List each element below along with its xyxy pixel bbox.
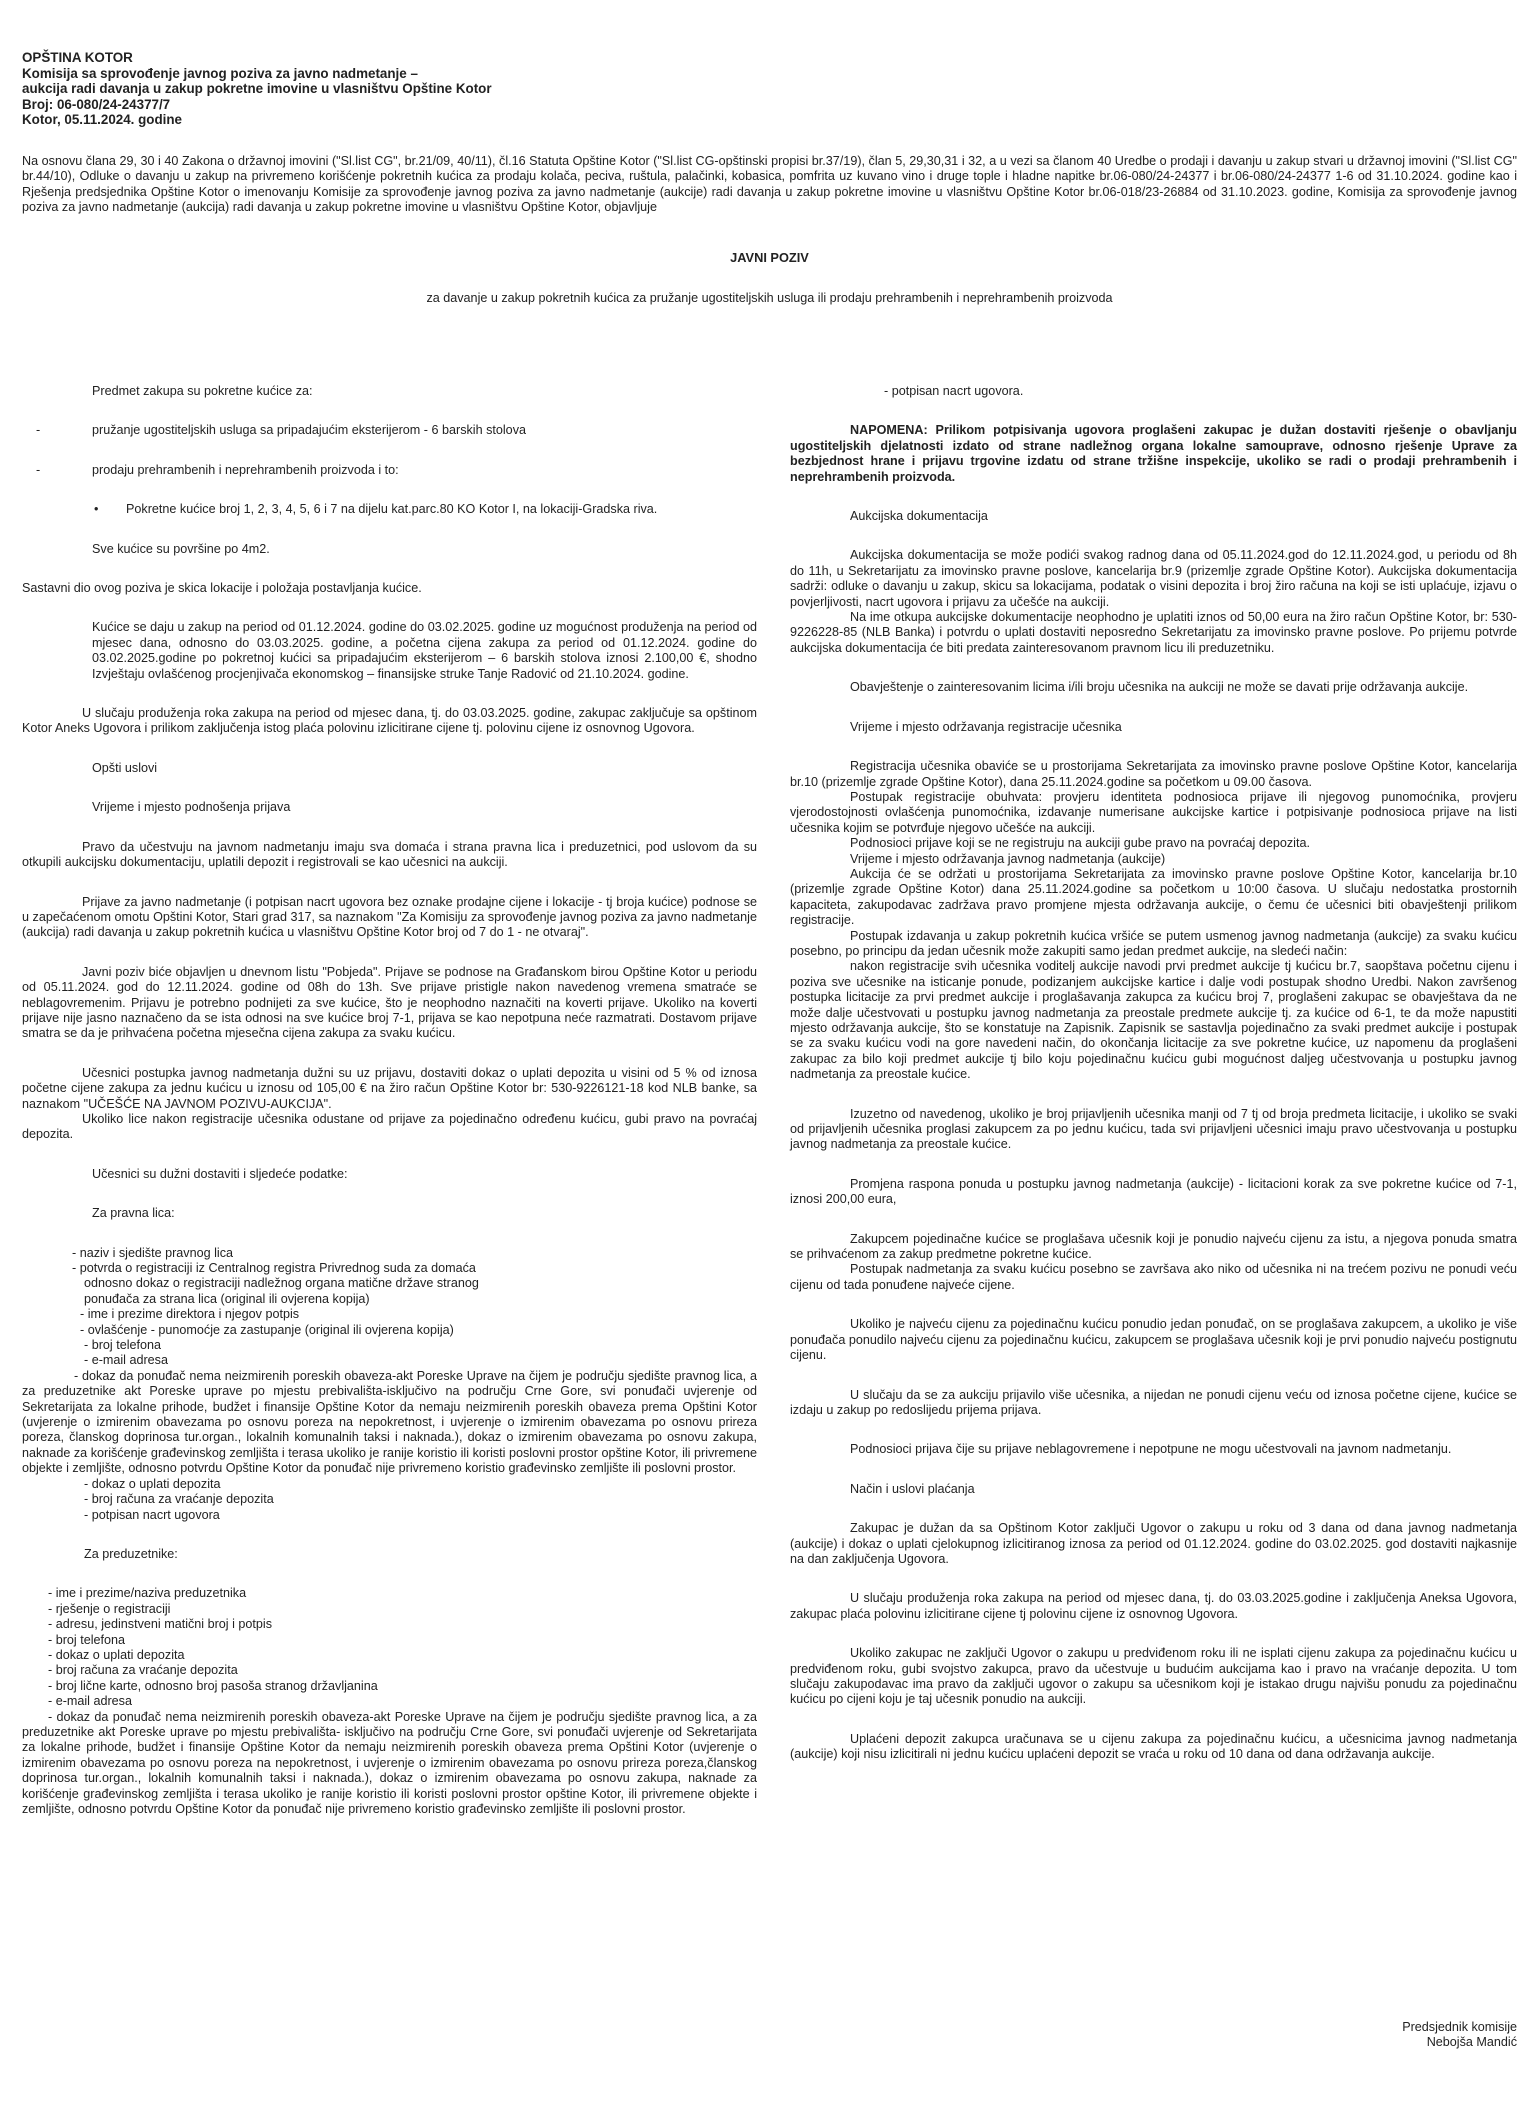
list-item-text: pružanje ugostiteljskih usluga sa pripadajućim eksterijerom - 6 barskih stolova — [92, 423, 526, 438]
document-page — [22, 50, 1517, 2050]
document-subtitle: za davanje u zakup pokretnih kućica za pružanje ugostiteljskih usluga ili prodaju prehrambenih i neprehrambenih proizvoda — [426, 291, 1113, 305]
paragraph: - dokaz da ponuđač nema neizmirenih poreskih obaveza-akt Poreske Uprave na čijem je području sjedište pravnog lica, a za preduzetnike akt Poreske uprave po mjestu prebivališta-isključivo na području Crne Gore, svi ponuđači uvjerenje od Sekretarijata za lokalne prihode, budžet i finansije Opštine Kotor da nemaju neizmirenih poreskih obaveza prema Opštini Kotor (uvjerenje o izmirenim obavezama po osnovu poreza na nepokretnost, i uvjerenje o izmirenim obavezama po osnovu prireza poreza, članskog doprinosa tur.organ., lokalnih komunalnih taksi i naknada.), dokaz o izmirenim obavezama po osnovu zakupa, naknade za korišćenje građevinskog zemljišta i terasa ukoliko je ranije koristio ili koristi poslovni prostor opštine Kotor, ili privremene objekte i zemljište, odnosno potvrdu Opštine Kotor da ponuđač nije privremeno koristio građevinsko zemljište ili poslovni prostor. — [22, 1368, 757, 1476]
section-heading: Način i uslovi plaćanja — [850, 1481, 975, 1496]
document-title: JAVNI POZIV — [730, 249, 809, 265]
paragraph: Registracija učesnika obaviće se u prostorijama Sekretarijata za imovinsko pravne poslove Opštine Kotor, kancelarija br.10 (prizemlje zgrade Opštine Kotor), dana 25.11.2024.godine sa početkom u 09.00 časova. — [790, 759, 1517, 789]
section-heading: Aukcijska dokumentacija — [850, 509, 988, 524]
paragraph: Prijave za javno nadmetanje (i potpisan nacrt ugovora bez oznake prodajne cijene i lokacije - tj broja kućice) podnose se u zapečaćenom omotu Opštini Kotor, Stari grad 317, sa naznakom "Za Komisiju za sprovođenje javnog poziva za javno nadmetanje (aukcija) radi davanja u zakup pokretnih kućica u vlasništvu Opštine Kotor broj od 7 do 1 - ne otvaraj". — [22, 894, 757, 940]
bullet-mark: • — [94, 502, 99, 517]
paragraph: Aukcijska dokumentacija se može podići svakog radnog dana od 05.11.2024.god do 12.11.2024.god, u periodu od 8h do 11h, u Sekretarijatu za imovinsko pravne poslove, kancelarija br.9 (prizemlje zgrade Opštine Kotor). Aukcijska dokumentacija sadrži: odluke o davanju u zakup, skicu sa lokacijama, podatak o visini depozita i broj žiro računa na koji se isti uplaćuje, izjavu o povjerljivosti, nacrt ugovora i prijavu za učešće na aukciji. — [790, 548, 1517, 609]
municipality-name: OPŠTINA KOTOR — [22, 50, 133, 65]
paragraph: - potpisan nacrt ugovora. — [884, 384, 1024, 398]
paragraph: Pravo da učestvuju na javnom nadmetanju imaju sva domaća i strana pravna lica i preduzetnici, pod uslovom da su otkupili aukcijsku dokumentaciju, uplatili depozit i registrovali se kao učesnici na aukciji. — [22, 839, 757, 870]
intro-paragraph: Na osnovu člana 29, 30 i 40 Zakona o državnoj imovini ("Sl.list CG", br.21/09, 40/11), čl.16 Statuta Opštine Kotor ("Sl.list CG-opštinski propisi br.37/19), član 5, 29,30,31 i 32, a u vezi sa članom 40 Uredbe o prodaji i davanju u zakup stvari u državnoj imovini ("Sl.list CG" br.44/10), Odluke o davanju u zakup na privremeno korišćenje pokretnih kućica za prodaju kolača, peciva, ruštula, palačinki, kobasica, pomfrita uz kuvano vino i druge tople i hladne napitke br.06-080/24-24377 i br.06-080/24-24377 1-6 od 31.10.2024. godine kao i Rješenja predsjednika Opštine Kotor o imenovanju Komisije za sprovođenje javnog poziva za javno nadmetanje (aukcije) radi davanja u zakup pokretne imovine u vlasništvu Opštine Kotor br.06-018/23-26884 od 31.10.2023. godine, Komisija za sprovođenje javnog poziva za javno nadmetanje (aukcija) radi davanja u zakup pokretne imovine u vlasništvu Opštine Kotor, objavljuje — [22, 153, 1517, 215]
paragraph: U slučaju produženja roka zakupa na period od mjesec dana, tj. do 03.03.2025. godine, zakupac zaključuje sa opštinom Kotor Aneks Ugovora i prilikom zaključenja istog plaća polovinu izlicitirane cijene tj. polovinu cijene iz osnovnog Ugovora. — [22, 706, 757, 736]
list-item-text: prodaju prehrambenih i neprehrambenih proizvoda i to: — [92, 462, 399, 477]
bullet-item-text: Pokretne kućice broj 1, 2, 3, 4, 5, 6 i 7 na dijelu kat.parc.80 KO Kotor I, na lokaciji-Gradska riva. — [126, 502, 658, 517]
paragraph: Postupak nadmetanja za svaku kućicu posebno se završava ako niko od učesnika ni na trećem pozivu ne ponudi veću cijenu od tada ponuđene najveće cijene. — [790, 1262, 1517, 1292]
signatory-name: Nebojša Mandić — [1426, 2035, 1517, 2050]
list-item — [22, 463, 757, 478]
commission-name-line2: aukcija radi davanja u zakup pokretne imovine u vlasništvu Opštine Kotor — [22, 81, 492, 97]
list-item: - potpisan nacrt ugovora — [84, 1507, 220, 1522]
list-item: - rješenje o registraciji — [48, 1601, 171, 1616]
paragraph: Kućice se daju u zakup na period od 01.12.2024. godine do 03.02.2025. godine uz mogućnost produženja na period od mjesec dana, odnosno do 03.03.2025. godine, a početna cijena zakupa za period od 01.12.2024. godine do 03.02.2025.godine po pokretnoj kućici sa pripadajućim eksterijerom – 6 barskih stolova iznosi 2.100,00 €, shodno Izvještaju ovlašćenog procjenjivača ekonomskog – finansijske struke Tanje Radović od 21.10.2024. godine. — [92, 620, 757, 681]
list-item: - e-mail adresa — [84, 1353, 168, 1368]
paragraph: U slučaju da se za aukciju prijavilo više učesnika, a nijedan ne ponudi cijenu veću od iznosa početne cijene, kućice se izdaju u zakup po redoslijedu prijema prijava. — [790, 1387, 1517, 1417]
list-item: odnosno dokaz o registraciji nadležnog organa matične države stranog — [84, 1276, 479, 1291]
legal-entity-list — [22, 1246, 757, 1369]
list-item: - dokaz o uplati depozita — [84, 1476, 221, 1491]
legal-entity-list-end — [22, 1477, 757, 1523]
document-date: Kotor, 05.11.2024. godine — [22, 112, 183, 128]
paragraph: Podnosioci prijave koji se ne registruju na aukciji gube pravo na povraćaj depozita. — [850, 836, 1310, 851]
list-item: - broj telefona — [48, 1632, 126, 1647]
list-item: - ovlašćenje - punomoćje za zastupanje (original ili ovjerena kopija) — [80, 1322, 454, 1337]
entrepreneur-list — [22, 1586, 757, 1709]
paragraph: Zakupac je dužan da sa Opštinom Kotor zaključi Ugovor o zakupu u roku od 3 dana od dana javnog nadmetanja (aukcije) i dokaz o uplati cjelokupnog izlicitiranog iznosa za period od 01.12.2024. godine do 03.02.2025. god dostaviti najkasnije na dan zaključenja Ugovora. — [790, 1521, 1517, 1566]
list-item: - potvrda o registraciji iz Centralnog registra Privrednog suda za domaća — [72, 1261, 476, 1275]
paragraph: Aukcija će se održati u prostorijama Sekretarijata za imovinsko pravne poslove Opštine Kotor, kancelarija br.10 (prizemlje zgrade Opštine Kotor) dana 25.11.2024.godine sa početkom u 10:00 časova. U slučaju nedostatka prostornih kapaciteta, zakupodavac zadržava pravo promjene mjesta održavanja aukcije, o čemu će učesnici biti obavještenji prilikom registracije. — [790, 866, 1517, 928]
left-column — [22, 384, 757, 1817]
dash-mark: - — [36, 462, 41, 477]
paragraph: Obavještenje o zainteresovanim licima i/ili broju učesnika na aukciji ne može se davati prije održavanja aukcije. — [850, 680, 1469, 695]
list-item: - adresu, jedinstveni matični broj i potpis — [48, 1617, 272, 1632]
section-heading: Opšti uslovi — [92, 760, 158, 775]
paragraph: Učesnici postupka javnog nadmetanja dužni su uz prijavu, dostaviti dokaz o uplati depozita u visini od 5 % od iznosa početne cijene zakupa za jednu kućicu u iznosu od 105,00 € na žiro račun Opštine Kotor br: 530-9226121-18 kod NLB banke, sa naznakom "UČEŠĆE NA JAVNOM POZIVU-AUKCIJA". — [22, 1065, 757, 1111]
paragraph: Izuzetno od navedenog, ukoliko je broj prijavljenih učesnika manji od 7 tj od broja predmeta licitacije, i ukoliko se svaki od prijavljenih učesnika proglasi zakupcem za po jednu kućicu, tada svi prijavljeni učesnici imaju pravo učestvovanja u postupku javnog nadmetanja za preostale kućice. — [790, 1106, 1517, 1152]
dash-mark: - — [36, 423, 41, 438]
list-item: - broj računa za vraćanje depozita — [84, 1492, 274, 1507]
paragraph: Na ime otkupa aukcijske dokumentacije neophodno je uplatiti iznos od 50,00 eura na žiro račun Opštine Kotor, br: 530-9226228-85 (NLB Banka) i potvrdu o uplati dostaviti neposredno Sekretarijatu za imovinsko pravne poslove. Po prijemu potvrde aukcijska dokumentacija će biti predata zainteresovanom pravnom licu ili preduzetniku. — [790, 610, 1517, 655]
paragraph: Zakupcem pojedinačne kućice se proglašava učesnik koji je ponudio najveću cijenu za istu, a njegova ponuda smatra se prihvaćenom za zakup predmetne pokretne kućice. — [790, 1231, 1517, 1262]
subject-intro: Predmet zakupa su pokretne kućice za: — [92, 384, 313, 398]
paragraph: Podnosioci prijava čije su prijave neblagovremene i nepotpune ne mogu učestvovali na javnom nadmetanju. — [850, 1442, 1452, 1457]
paragraph: Ukoliko je najveću cijenu za pojedinačnu kućicu ponudio jedan ponuđač, on se proglašava zakupcem, a ukoliko je više ponuđača ponudilo najveću cijenu za pojedinačnu kućicu, zakupcem se proglašava učesnik koji je prvi ponudio najveću postignutu cijenu. — [790, 1317, 1517, 1363]
paragraph: Ukoliko lice nakon registracije učesnika odustane od prijave za pojedinačno određenu kućicu, gubi pravo na povraćaj depozita. — [22, 1111, 757, 1142]
section-heading: Vrijeme i mjesto održavanja registracije učesnika — [850, 719, 1122, 734]
section-heading: Za preduzetnike: — [84, 1546, 178, 1561]
list-item — [22, 423, 757, 438]
paragraph: - dokaz da ponuđač nema neizmirenih poreskih obaveza-akt Poreske Uprave na čijem je području sjedište pravnog lica, a za preduzetnike akt Poreske uprave po mjestu prebivališta- isključivo na području Crne Gore, svi ponuđači uvjerenje od Sekretarijata za lokalne prihode, budžet i finansije Opštine Kotor da nemaju neizmirenih poreskih obaveza prema Opštini Kotor (uvjerenje o izmirenim obavezama po osnovu poreza na nepokretnost, i uvjerenje o izmirenim obavezama po osnovu prireza poreza,članskog doprinosa tur.organ., lokalnih komunalnih taksi i naknada.), dokaz o izmirenim obavezama po osnovu zakupa, naknade za korišćenje građevinskog zemljišta i terasa ukoliko je ranije koristio ili koristi poslovni prostor opštine Kotor, ili privremene objekte i zemljište, odnosno potvrdu Opštine Kotor da ponuđač nije privremeno koristio građevinsko zemljište ili poslovni prostor. — [22, 1709, 757, 1816]
section-heading: Za pravna lica: — [92, 1206, 175, 1221]
list-item: - e-mail adresa — [48, 1694, 132, 1709]
section-heading: Vrijeme i mjesto održavanja javnog nadmetanja (aukcije) — [850, 851, 1166, 866]
paragraph: U slučaju produženja roka zakupa na period od mjesec dana, tj. do 03.03.2025.godine i zaključenja Aneksa Ugovora, zakupac plaća polovinu izlicitirane cijene tj polovinu cijene iz osnovnog Ugovora. — [790, 1591, 1517, 1621]
paragraph: Ukoliko zakupac ne zaključi Ugovor o zakupu u predviđenom roku ili ne isplati cijenu zakupa za pojedinačnu kućicu u predviđenom roku, gubi svojstvo zakupca, pravo da učestvuje u budućim aukcijama kao i pravo na vraćanje depozita. U tom slučaju zakupodavac ima pravo da zaključi ugovor o zakupu sa učesnikom koji je istakao drugu najvišu ponudu za pojedinačnu kućicu po cijeni koju je taj učesnik ponudio na aukciji. — [790, 1646, 1517, 1707]
section-heading: Vrijeme i mjesto podnošenja prijava — [92, 800, 291, 815]
list-item: - naziv i sjedište pravnog lica — [72, 1245, 233, 1260]
paragraph: Postupak registracije obuhvata: provjeru identiteta podnosioca prijave ili njegovog punomoćnika, provjeru vjerodostojnosti ovlašćenja punomoćnika, izdavanje numerisane aukcijske kartice i potpisivanje podnosioca prijave na listi učesnika kojim se potvrđuje njegovo učešće na aukciji. — [790, 789, 1517, 835]
list-item: - dokaz o uplati depozita — [48, 1647, 185, 1662]
right-column — [790, 384, 1517, 1763]
paragraph: Javni poziv biće objavljen u dnevnom listu "Pobjeda". Prijave se podnose na Građanskom birou Opštine Kotor u periodu od 05.11.2024. god do 12.11.2024. godine od 08h do 13h. Sve prijave pristigle nakon navedenog vremena smatraće se neblagovremenim. Prijavu je potrebno podnijeti za sve kućice, što je neophodno naznačiti na koverti prijave. Ukoliko na koverti prijave nije jasno naznačeno da se ista odnosi na sve kućice broj 7-1, prijava se kao nepotpuna neće razmatrati. Dostavom prijave smatra se da je prihvaćena početna mjesečna cijena zakupa za svaku kućicu. — [22, 964, 757, 1041]
list-item: - broj telefona — [84, 1338, 162, 1353]
commission-name-line1: Komisija sa sprovođenje javnog poziva za javno nadmetanje – — [22, 65, 418, 81]
paragraph: Sastavni dio ovog poziva je skica lokacije i položaja postavljanja kućice. — [22, 581, 422, 596]
paragraph: Uplaćeni depozit zakupca uračunava se u cijenu zakupa za pojedinačnu kućicu, a učesnicima javnog nadmetanja (aukcije) koji nisu izlicitirali ni jednu kućicu uplaćeni depozit se vraća u roku od 10 dana od dana održavanja aukcije. — [790, 1731, 1517, 1762]
list-item: - broj lične karte, odnosno broj pasoša stranog državljanina — [48, 1678, 378, 1693]
paragraph: Učesnici su dužni dostaviti i sljedeće podatke: — [92, 1166, 348, 1181]
note-paragraph: NAPOMENA: Prilikom potpisivanja ugovora proglašeni zakupac je dužan dostaviti rješenje o obavljanju ugostiteljskih djelatnosti izdato od strane nadležnog organa lokalne samouprave, odnosno rješenje Uprave za bezbjednost hrane i prijavu trgovine izdatu od strane tržišne inspekcije, ukoliko se radi o prodaji prehrambenih i neprehrambenih proizvoda. — [790, 423, 1517, 484]
list-item: - broj računa za vraćanje depozita — [48, 1663, 238, 1678]
document-number: Broj: 06-080/24-24377/7 — [22, 96, 171, 112]
paragraph: Promjena raspona ponuda u postupku javnog nadmetanja (aukcije) - licitacioni korak za sve pokretne kućice od 7-1, iznosi 200,00 eura, — [790, 1176, 1517, 1207]
document-header — [22, 50, 1517, 128]
paragraph: Postupak izdavanja u zakup pokretnih kućica vršiće se putem usmenog javnog nadmetanja (aukcije) za svaku kućicu posebno, po principu da jedan učesnik može zakupiti samo jedan predmet aukcije, na sledeći način: — [790, 928, 1517, 958]
list-item: - ime i prezime direktora i njegov potpis — [80, 1307, 300, 1322]
paragraph: nakon registracije svih učesnika voditelj aukcije navodi prvi predmet aukcije tj kućicu br.7, saopštava početnu cijenu i poziva sve učesnike na isticanje ponude, podizanjem aukcijske kartice i dalje vodi postupak shodno Uredbi. Nakon završenog postupka licitacije za prvi predmet aukcije i proglašavanja zakupca za kućicu broj 7, proglašeni zakupac se obavještava da ne može dalje učestvovati u postupku javnog nadmetanja za preostale predmete aukcije tj. za kućice od 6-1, te da može napustiti mjesto održavanja aukcije, što se konstatuje na Zapisnik. Zapisnik se sastavlja pojedinačno za svaki predmet aukcije i postupak se za svaku kućicu vodi na gore navedeni način, do okončanja licitacije za sve pokretne kućice, uz napomenu da proglašeni zakupac za bilo koji predmet aukcije tj bilo koju pojedinačnu kućicu gubi mogućnost daljeg učestvovanja u postupku javnog nadmetanja za preostale kućice. — [790, 959, 1517, 1082]
paragraph: Sve kućice su površine po 4m2. — [92, 541, 270, 556]
list-item: - ime i prezime/naziva preduzetnika — [48, 1586, 247, 1601]
signatory-role: Predsjednik komisije — [1402, 2020, 1517, 2034]
list-item: ponuđača za strana lica (original ili ovjerena kopija) — [84, 1291, 370, 1306]
signature-block — [1402, 2020, 1517, 2051]
bullet-item — [22, 502, 757, 517]
